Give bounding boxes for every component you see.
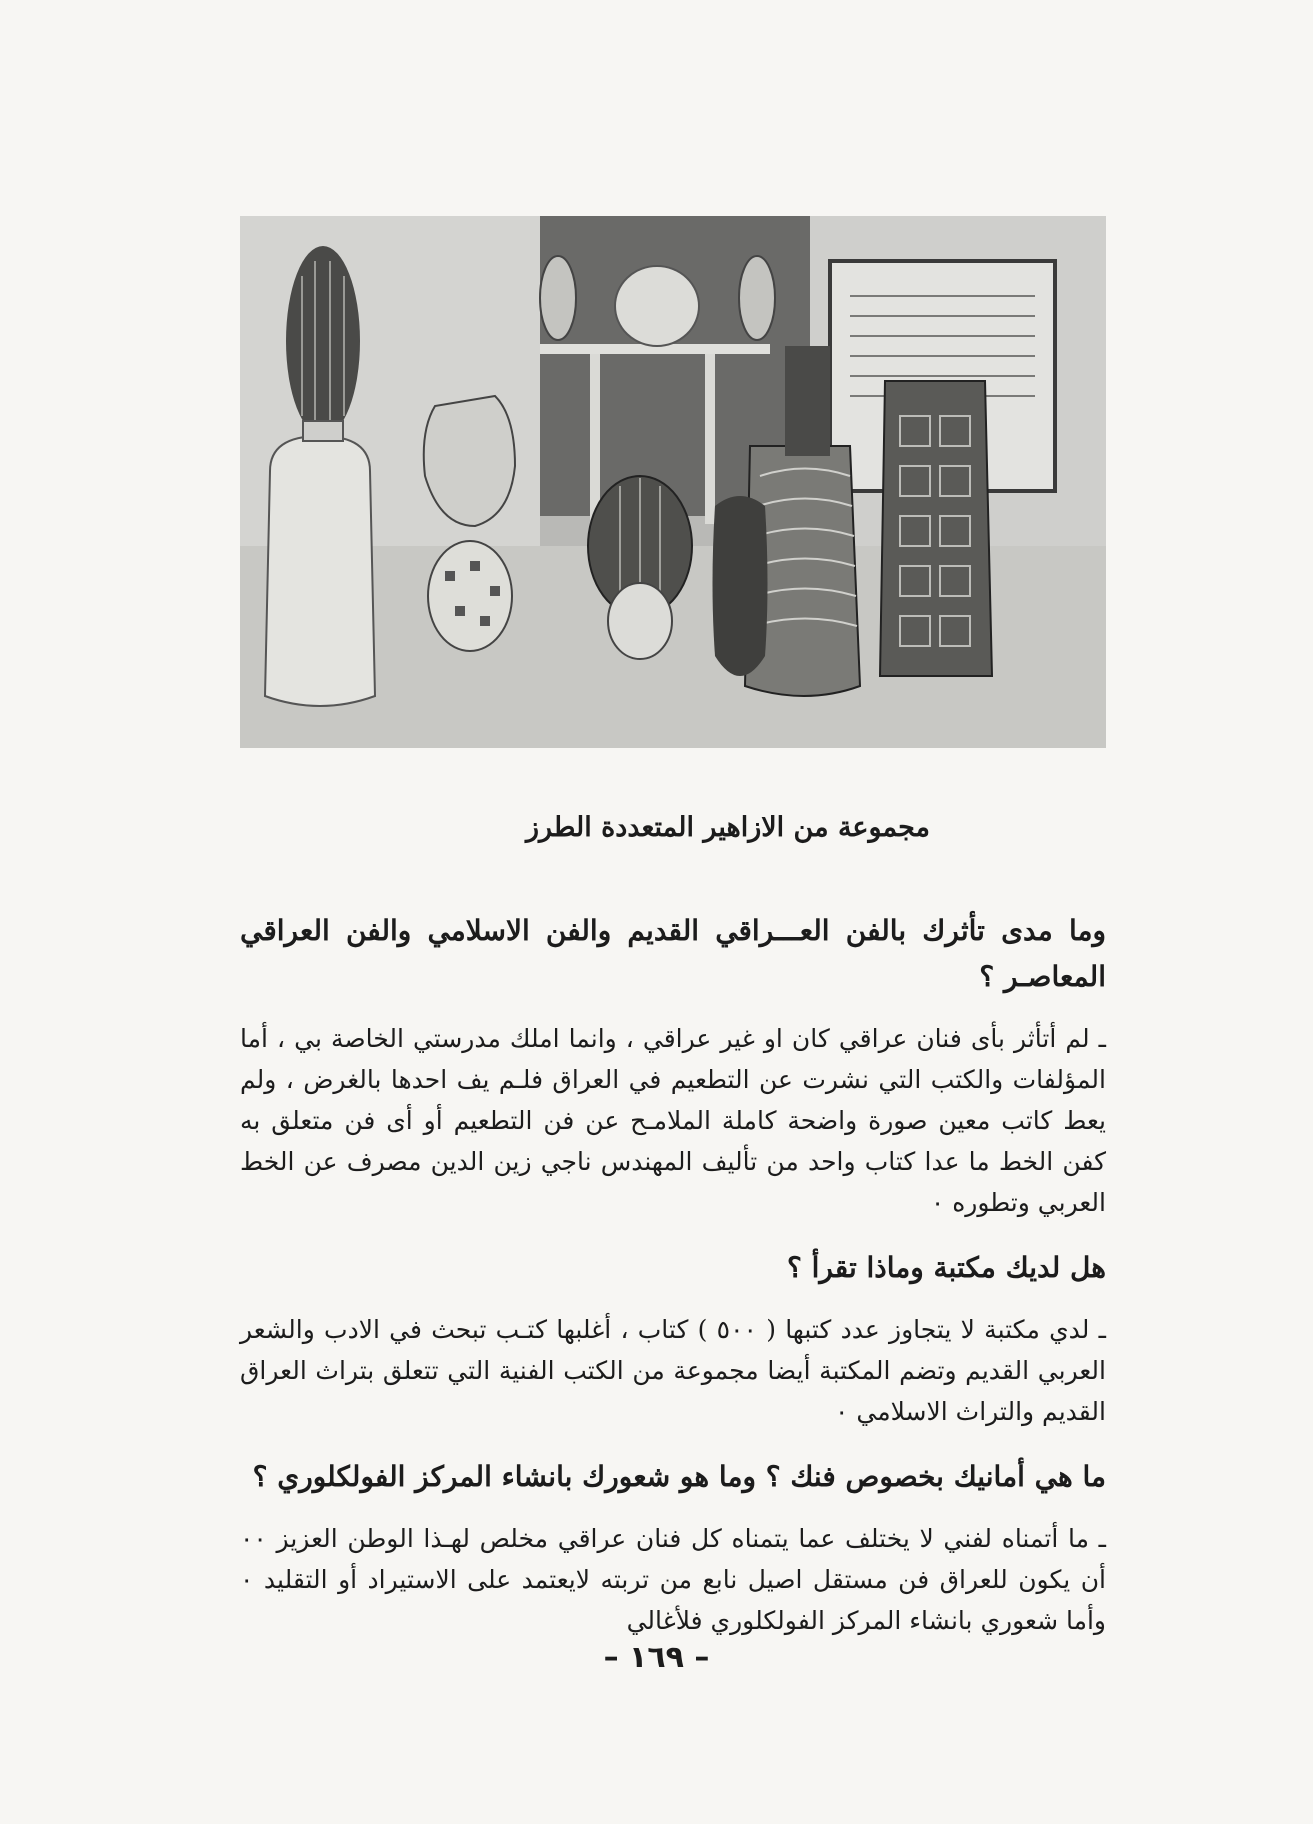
- interview-question-2: هل لديك مكتبة وماذا تقرأ ؟: [786, 1251, 1106, 1284]
- photo-caption: مجموعة من الازاهير المتعددة الطرز: [525, 812, 930, 843]
- vases-photograph: [240, 216, 1106, 748]
- interview-question-1: وما مدى تأثرك بالفن العـــراقي القديم والفن الاسلامي والفن العراقي المعاصـر ؟: [240, 914, 1106, 993]
- vases-photo-illustration: [240, 216, 1106, 748]
- interview-answer-3: ـ ما أتمناه لفني لا يختلف عما يتمناه كل فنان عراقي مخلص لهـذا الوطن العزيز ٠٠ أن يكون للعراق فن مستقل اصيل نابع من تربته لايعتمد على الاستيراد أو التقليد ٠ وأما شعوري بانشاء المركز الفولكلوري فلأغالي: [240, 1524, 1106, 1635]
- interview-question-3: ما هي أمانيك بخصوص فنك ؟ وما هو شعورك بانشاء المركز الفولكلوري ؟: [252, 1460, 1106, 1493]
- interview-answer-2: ـ لدي مكتبة لا يتجاوز عدد كتبها ( ٥٠٠ ) كتاب ، أغلبها كتـب تبحث في الادب والشعر العربي القديم وتضم المكتبة أيضا مجموعة من الكتب الفنية التي تتعلق بتراث العراق القديم والتراث الاسلامي ٠: [240, 1315, 1106, 1426]
- interview-text: [240, 908, 1106, 1663]
- page-number: – ١٦٩ –: [603, 1640, 710, 1675]
- interview-answer-1: ـ لم أتأثر بأى فنان عراقي كان او غير عراقي ، وانما املك مدرستي الخاصة بي ، أما المؤلفات والكتب التي نشرت عن التطعيم في العراق فلـم يف احدها بالغرض ، ولم يعط كاتب معين صورة واضحة كاملة الملامـح عن فن التطعيم أو أى فن متعلق به كفن الخط ما عدا كتاب واحد من تأليف المهندس ناجي زين الدين مصرف عن الخط العربي وتطوره ٠: [240, 1024, 1106, 1217]
